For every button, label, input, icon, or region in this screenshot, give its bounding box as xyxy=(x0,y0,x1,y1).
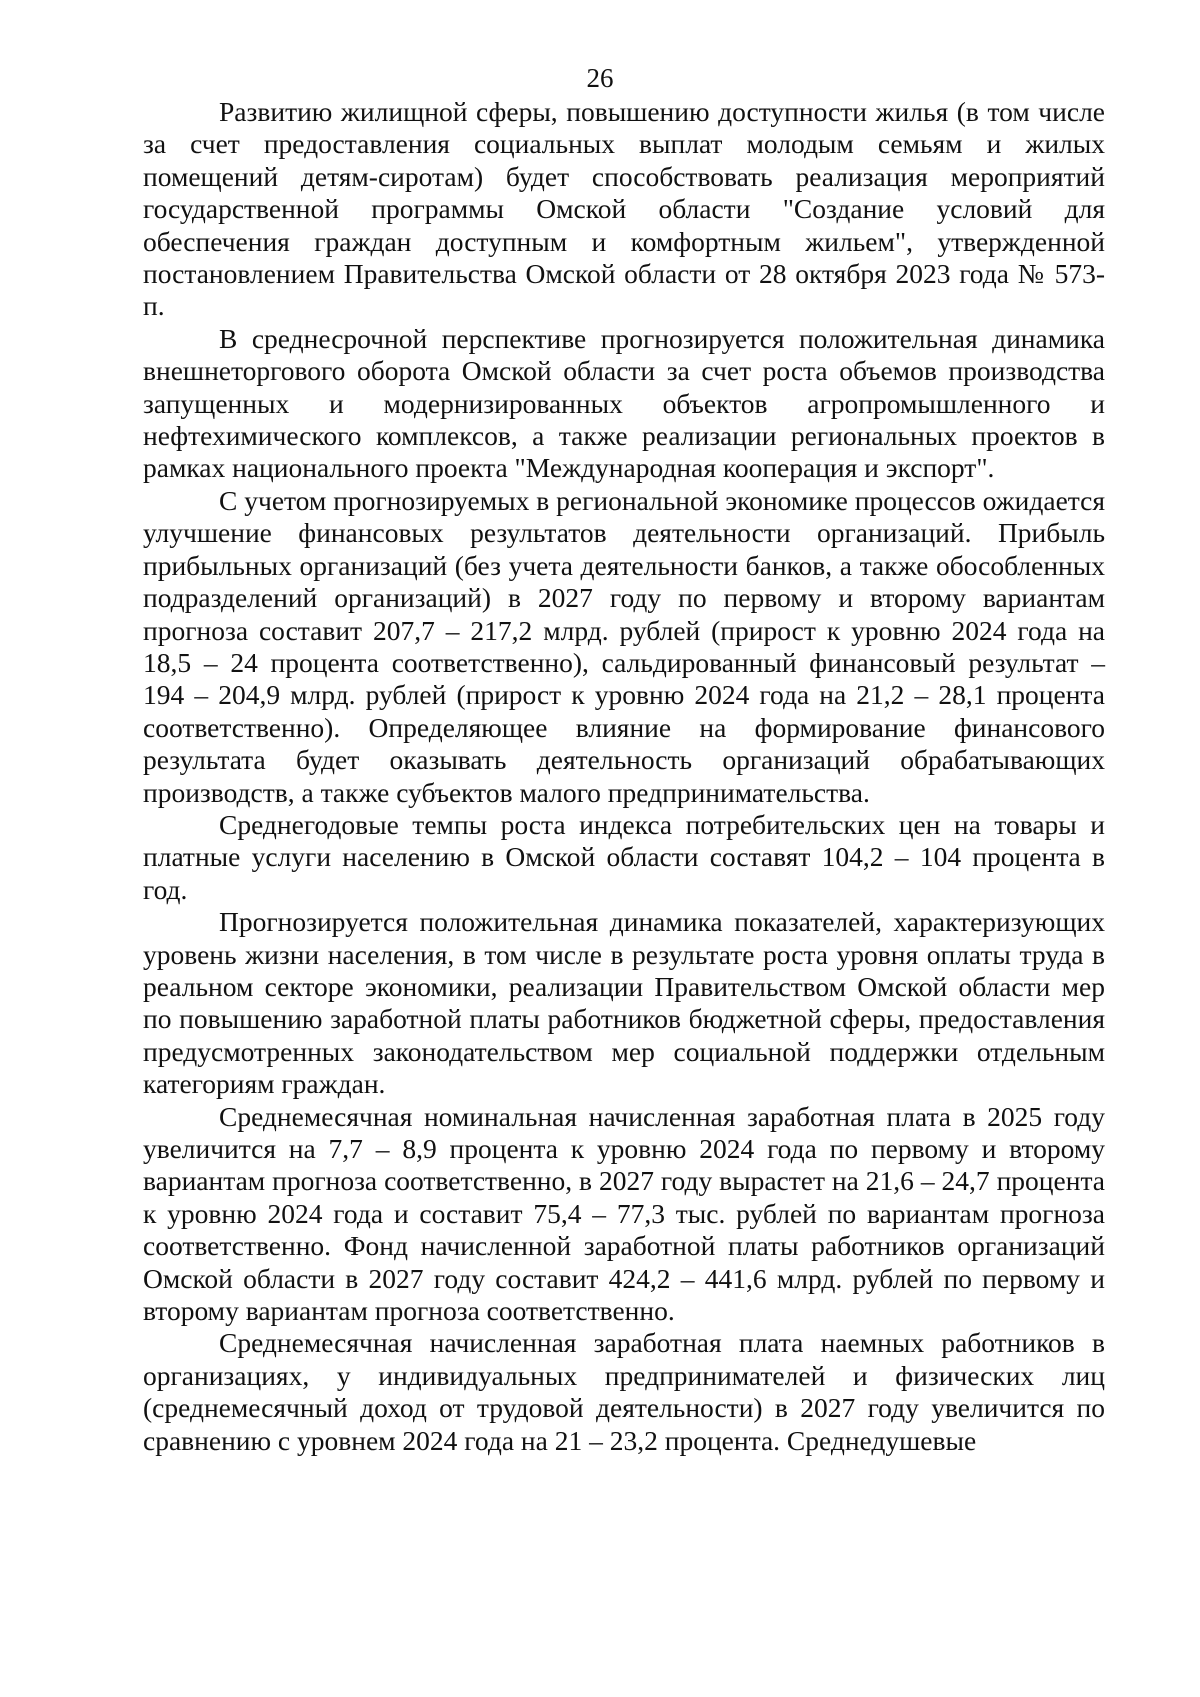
paragraph-financial-results: С учетом прогнозируемых в региональной экономике процессов ожидается улучшение финансовых результатов деятельности организаций. Прибыль прибыльных организаций (без учета деятельности банков, а также обособленных подразделений организаций) в 2027 году по первому и второму вариантам прогноза составит 207,7 – 217,2 млрд. рублей (прирост к уровню 2024 года на 18,5 – 24 процента соответственно), сальдированный финансовый результат – 194 – 204,9 млрд. рублей (прирост к уровню 2024 года на 21,2 – 28,1 процента соответственно). Определяющее влияние на формирование финансового результата будет оказывать деятельность организаций обрабатывающих производств, а также субъектов малого предпринимательства. xyxy=(143,484,1105,808)
paragraph-foreign-trade: В среднесрочной перспективе прогнозируется положительная динамика внешнеторгового оборота Омской области за счет роста объемов производства запущенных и модернизированных объектов агропромышленного и нефтехимического комплексов, а также реализации региональных проектов в рамках национального проекта "Международная кооперация и экспорт". xyxy=(143,322,1105,484)
paragraph-living-standards: Прогнозируется положительная динамика показателей, характеризующих уровень жизни населения, в том числе в результате роста уровня оплаты труда в реальном секторе экономики, реализации Правительством Омской области мер по повышению заработной платы работников бюджетной сферы, предоставления предусмотренных законодательством мер социальной поддержки отдельным категориям граждан. xyxy=(143,906,1105,1100)
paragraph-nominal-wages: Среднемесячная номинальная начисленная заработная плата в 2025 году увеличится на 7,7 – 8,9 процента к уровню 2024 года по первому и второму вариантам прогноза соответственно, в 2027 году вырастет на 21,6 – 24,7 процента к уровню 2024 года и составит 75,4 – 77,3 тыс. рублей по вариантам прогноза соответственно. Фонд начисленной заработной платы работников организаций Омской области в 2027 году составит 424,2 – 441,6 млрд. рублей по первому и второму вариантам прогноза соответственно. xyxy=(143,1100,1105,1327)
paragraph-employee-income: Среднемесячная начисленная заработная плата наемных работников в организациях, у индивидуальных предпринимателей и физических лиц (среднемесячный доход от трудовой деятельности) в 2027 году увеличится по сравнению с уровнем 2024 года на 21 – 23,2 процента. Среднедушевые xyxy=(143,1327,1105,1456)
paragraph-housing: Развитию жилищной сферы, повышению доступности жилья (в том числе за счет предоставления социальных выплат молодым семьям и жилых помещений детям-сиротам) будет способствовать реализация мероприятий государственной программы Омской области "Создание условий для обеспечения граждан доступным и комфортным жильем", утвержденной постановлением Правительства Омской области от 28 октября 2023 года № 573-п. xyxy=(143,96,1105,322)
document-body xyxy=(143,96,1105,1457)
paragraph-consumer-prices: Среднегодовые темпы роста индекса потребительских цен на товары и платные услуги населению в Омской области составят 104,2 – 104 процента в год. xyxy=(143,808,1105,905)
page-number: 26 xyxy=(586,63,614,93)
